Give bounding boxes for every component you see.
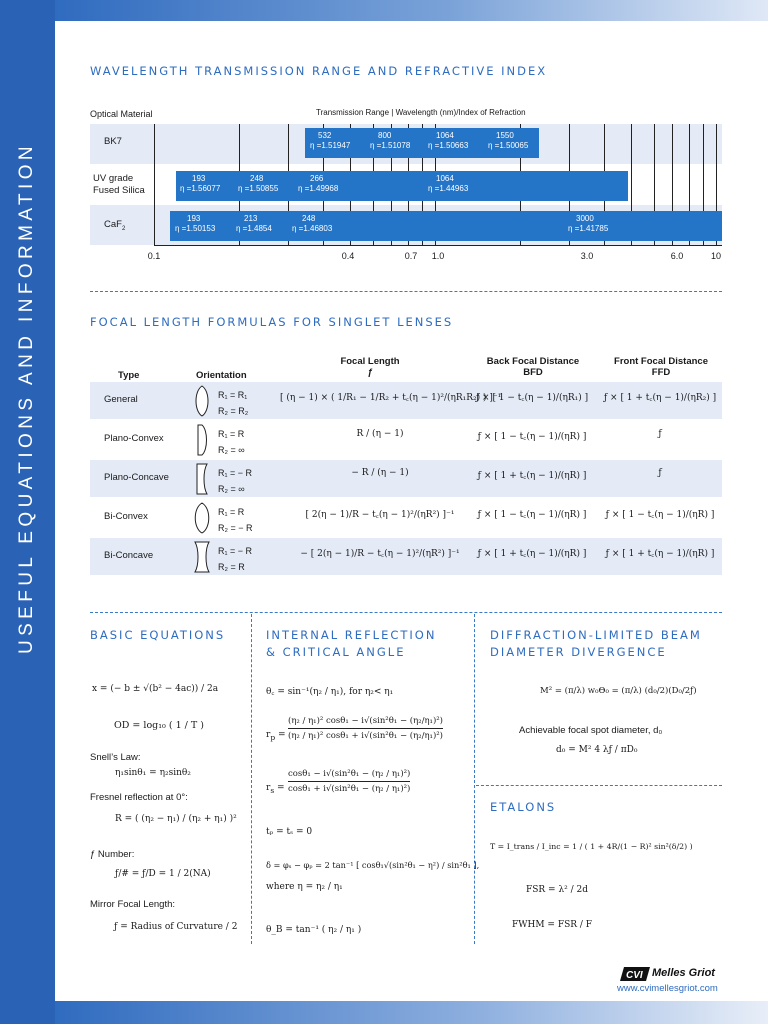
axis-label-0.7: 0.7	[404, 251, 418, 261]
material-fused-silica	[93, 173, 145, 197]
row-radii	[218, 504, 253, 536]
row-type: Plano-Concave	[104, 472, 169, 483]
caf2-wl-2: 213	[244, 214, 258, 223]
internal-title-line2: & CRITICAL ANGLE	[266, 645, 406, 659]
caf2-point-4	[568, 214, 608, 234]
caf2-wl-1: 193	[187, 214, 201, 223]
rs-fraction-bar	[288, 781, 410, 782]
row-r2: R₂ = R	[218, 562, 245, 572]
gridline-0.1	[154, 124, 155, 245]
bk7-point-3	[428, 131, 468, 151]
material-caf2	[104, 219, 125, 235]
eq-critical-angle: θ꜀ = sin⁻¹(η₂ / η₁), for η₂< η₁	[266, 687, 394, 697]
bk7-point-1	[310, 131, 350, 151]
row-focal-length: R / (η − 1)	[356, 429, 404, 439]
row-type: Bi-Concave	[104, 550, 154, 561]
axis-label-1.0: 1.0	[431, 251, 445, 261]
bk7-n-1: η =1.51947	[310, 141, 351, 150]
row-radii	[218, 465, 252, 497]
caf2-n-1: η =1.50153	[175, 224, 216, 233]
header-orientation: Orientation	[196, 370, 247, 381]
row-ffd: ƒ × [ 1 + t꜀(η − 1)/(ηR₂) ]	[603, 393, 717, 403]
eq-snell: η₁sinθ₁ = η₂sinθ₂	[115, 768, 191, 778]
eq-phase-shift: δ = φₛ − φₚ = 2 tan⁻¹ [ cosθ₁√(sin²θ₁ − η²) / sin²θ₁ ],	[266, 860, 480, 870]
eq-rs	[288, 769, 410, 794]
fs-point-4	[428, 174, 468, 194]
eq-m-squared: M² = (π/λ) w₀Θ₀ = (π/λ) (d₀/2)(D₀/2ƒ)	[540, 686, 697, 696]
row-r2: R₂ = ∞	[218, 445, 245, 455]
caf2-point-1	[175, 214, 215, 234]
row-r1: R₁ = R	[218, 429, 245, 439]
row-r1: R₁ = − R	[218, 546, 253, 556]
eq-quadratic: x = (− b ± √(b² − 4ac)) / 2a	[92, 684, 219, 694]
header-focal-length	[320, 356, 420, 378]
row-r2: R₂ = − R	[218, 523, 253, 533]
header-bfd	[478, 356, 588, 378]
row-r2: R₂ = ∞	[218, 484, 245, 494]
column-divider-right	[474, 614, 475, 944]
row-radii	[218, 387, 248, 419]
row-type: Plano-Convex	[104, 433, 164, 444]
fs-wl-1: 193	[192, 174, 206, 183]
eq-rp	[288, 716, 443, 741]
lens-bi-convex-icon	[192, 502, 212, 534]
caf2-point-3	[292, 214, 332, 234]
fs-wl-4: 1064	[436, 174, 454, 183]
row-bfd: ƒ × [ 1 + t꜀(η − 1)/(ηR) ]	[477, 549, 587, 559]
bk7-wl-2: 800	[378, 131, 392, 140]
sidebar	[0, 0, 55, 1024]
fs-point-3	[298, 174, 338, 194]
fs-n-4: η =1.44963	[428, 184, 469, 193]
wavelength-section-title: WAVELENGTH TRANSMISSION RANGE AND REFRACTIVE INDEX	[90, 64, 548, 78]
header-focal-length-label: Focal Length	[340, 356, 400, 367]
row-bfd: ƒ × [ 1 + t꜀(η − 1)/(ηR) ]	[477, 471, 587, 481]
material-caf2-subscript: 2	[121, 225, 126, 232]
range-column-header: Transmission Range | Wavelength (nm)/Index of Refraction	[316, 108, 526, 117]
lens-bi-concave-icon	[192, 541, 212, 573]
header-ffd-label: Front Focal Distance	[614, 356, 708, 367]
row-ffd: ƒ	[658, 468, 662, 478]
header-focal-length-symbol: ƒ	[367, 367, 373, 378]
row-r2: R₂ = R₂	[218, 406, 249, 416]
table-row	[90, 499, 722, 536]
focal-section-title: FOCAL LENGTH FORMULAS FOR SINGLET LENSES	[90, 315, 454, 329]
brand-logo-text: Melles Griot	[652, 967, 715, 979]
snell-label: Snell’s Law:	[90, 752, 141, 763]
rp-fraction-bar	[288, 728, 443, 729]
row-type: General	[104, 394, 138, 405]
rs-denominator: cosθ₁ + i√(sin²θ₁ − (η₂ / η₁)²)	[288, 784, 411, 794]
spot-diameter-label: Achievable focal spot diameter, d₀	[519, 725, 663, 736]
row-r1: R₁ = R₁	[218, 390, 248, 400]
brand-url[interactable]: www.cvimellesgriot.com	[617, 983, 718, 994]
table-row	[90, 460, 722, 497]
header-bfd-label: Back Focal Distance	[486, 356, 580, 367]
eq-etalon-transmission: T = I_trans / I_inc = 1 / ( 1 + 4R/(1 − R)² sin²(δ/2) )	[490, 842, 693, 851]
etalons-title: ETALONS	[490, 800, 557, 814]
table-row	[90, 382, 722, 419]
lens-general-icon	[192, 385, 212, 417]
diffraction-title-line1: DIFFRACTION-LIMITED BEAM	[490, 628, 702, 642]
internal-title-line1: INTERNAL REFLECTION	[266, 628, 437, 642]
rp-label: $r_p$ =	[266, 730, 286, 742]
row-radii	[218, 543, 252, 575]
axis-label-0.4: 0.4	[341, 251, 355, 261]
axis-label-0.1: 0.1	[147, 251, 161, 261]
caf2-wl-3: 248	[302, 214, 316, 223]
bk7-point-2	[370, 131, 410, 151]
eq-fsr: FSR = λ² / 2d	[526, 885, 589, 895]
header-type: Type	[118, 370, 140, 381]
eq-brewster: θ_B = tan⁻¹ ( η₂ / η₁ )	[266, 925, 362, 935]
top-gradient-bar	[55, 0, 768, 21]
bk7-point-4	[488, 131, 528, 151]
row-ffd: ƒ	[658, 429, 662, 439]
mirror-label: Mirror Focal Length:	[90, 899, 176, 910]
axis-label-10: 10	[710, 251, 722, 261]
header-bfd-abbr: BFD	[523, 367, 543, 378]
rp-denominator: (η₂ / η₁)² cosθ₁ + i√(sin²θ₁ − (η₂/η₁)²)	[288, 731, 443, 741]
row-focal-length: − R / (η − 1)	[351, 468, 409, 478]
row-type: Bi-Convex	[104, 511, 148, 522]
axis-label-3.0: 3.0	[580, 251, 594, 261]
lens-plano-convex-icon	[192, 424, 212, 456]
axis-baseline	[154, 245, 722, 246]
caf2-n-4: η =1.41785	[568, 224, 609, 233]
material-caf2-name: CaF	[104, 219, 122, 230]
material-fused-silica-line1: UV grade	[93, 173, 134, 184]
material-fused-silica-line2: Fused Silica	[93, 185, 145, 196]
rs-numerator: cosθ₁ − i√(sin²θ₁ − (η₂ / η₁)²)	[288, 769, 411, 779]
row-radii	[218, 426, 245, 458]
header-ffd-abbr: FFD	[651, 367, 671, 378]
basic-section-title: BASIC EQUATIONS	[90, 628, 226, 642]
row-r1: R₁ = − R	[218, 468, 253, 478]
bk7-wl-3: 1064	[436, 131, 454, 140]
material-column-header: Optical Material	[90, 109, 153, 119]
material-bk7: BK7	[104, 136, 122, 147]
bk7-n-4: η =1.50065	[488, 141, 529, 150]
caf2-n-3: η =1.46803	[292, 224, 333, 233]
caf2-point-2	[236, 214, 272, 234]
eq-fresnel: R = ( (η₂ − η₁) / (η₂ + η₁) )²	[115, 814, 237, 824]
diffraction-title-line2: DIAMETER DIVERGENCE	[490, 645, 667, 659]
rs-label: $r_s$ =	[266, 783, 285, 795]
caf2-n-2: η =1.4854	[236, 224, 272, 233]
cvi-logo-mark: CVI	[626, 970, 643, 981]
fs-point-1	[180, 174, 220, 194]
row-focal-length: − [ 2(η − 1)/R − t꜀(η − 1)²/(ηR²) ]⁻¹	[300, 549, 460, 559]
divider-2	[90, 612, 722, 613]
row-bfd: ƒ × [ 1 − t꜀(η − 1)/(ηR₁) ]	[475, 393, 589, 403]
bk7-wl-4: 1550	[496, 131, 514, 140]
fs-wl-2: 248	[250, 174, 264, 183]
eq-transmission: tₚ = tₛ = 0	[266, 827, 313, 837]
bk7-n-2: η =1.51078	[370, 141, 411, 150]
divider-1	[90, 291, 722, 292]
rp-numerator: (η₂ / η₁)² cosθ₁ − i√(sin²θ₁ − (η₂/η₁)²)	[288, 716, 443, 726]
lens-plano-concave-icon	[192, 463, 212, 495]
fs-n-3: η =1.49968	[298, 184, 339, 193]
header-ffd	[606, 356, 716, 378]
row-ffd: ƒ × [ 1 + t꜀(η − 1)/(ηR) ]	[605, 549, 715, 559]
bk7-n-3: η =1.50663	[428, 141, 469, 150]
sidebar-title: USEFUL EQUATIONS AND INFORMATION	[16, 141, 37, 655]
eq-mirror: ƒ = Radius of Curvature / 2	[114, 922, 238, 932]
fs-n-2: η =1.50855	[238, 184, 279, 193]
fs-n-1: η =1.56077	[180, 184, 221, 193]
column-divider-left	[251, 614, 252, 944]
cvi-logo-icon	[620, 966, 650, 982]
eq-fnumber: ƒ/# = ƒ/D = 1 / 2(NA)	[115, 869, 211, 879]
axis-label-6.0: 6.0	[670, 251, 684, 261]
eq-spot-diameter: d₀ = M² 4 λƒ / πD₀	[556, 745, 638, 755]
eq-optical-density: OD = log₁₀ ( 1 / T )	[114, 720, 204, 731]
eq-eta-definition: where η = η₂ / η₁	[266, 882, 343, 892]
fnumber-label: ƒ Number:	[90, 849, 135, 860]
melles-griot-logo	[620, 966, 722, 982]
row-focal-length: [ (η − 1) × ( 1/R₁ − 1/R₂ + t꜀(η − 1)²/(ηR₁R₂) ) ]⁻¹	[280, 393, 502, 403]
table-row	[90, 421, 722, 458]
row-focal-length: [ 2(η − 1)/R − t꜀(η − 1)²/(ηR²) ]⁻¹	[305, 510, 455, 520]
row-r1: R₁ = R	[218, 507, 245, 517]
table-row	[90, 538, 722, 575]
row-bfd: ƒ × [ 1 − t꜀(η − 1)/(ηR) ]	[477, 510, 587, 520]
bk7-wl-1: 532	[318, 131, 332, 140]
eq-fwhm: FWHM = FSR / F	[512, 920, 593, 930]
fs-wl-3: 266	[310, 174, 324, 183]
caf2-wl-4: 3000	[576, 214, 594, 223]
row-ffd: ƒ × [ 1 − t꜀(η − 1)/(ηR) ]	[605, 510, 715, 520]
divider-etalons	[476, 785, 722, 786]
row-bfd: ƒ × [ 1 − t꜀(η − 1)/(ηR) ]	[477, 432, 587, 442]
fresnel-label: Fresnel reflection at 0°:	[90, 792, 188, 803]
bottom-gradient-bar	[55, 1001, 768, 1024]
fs-point-2	[238, 174, 278, 194]
